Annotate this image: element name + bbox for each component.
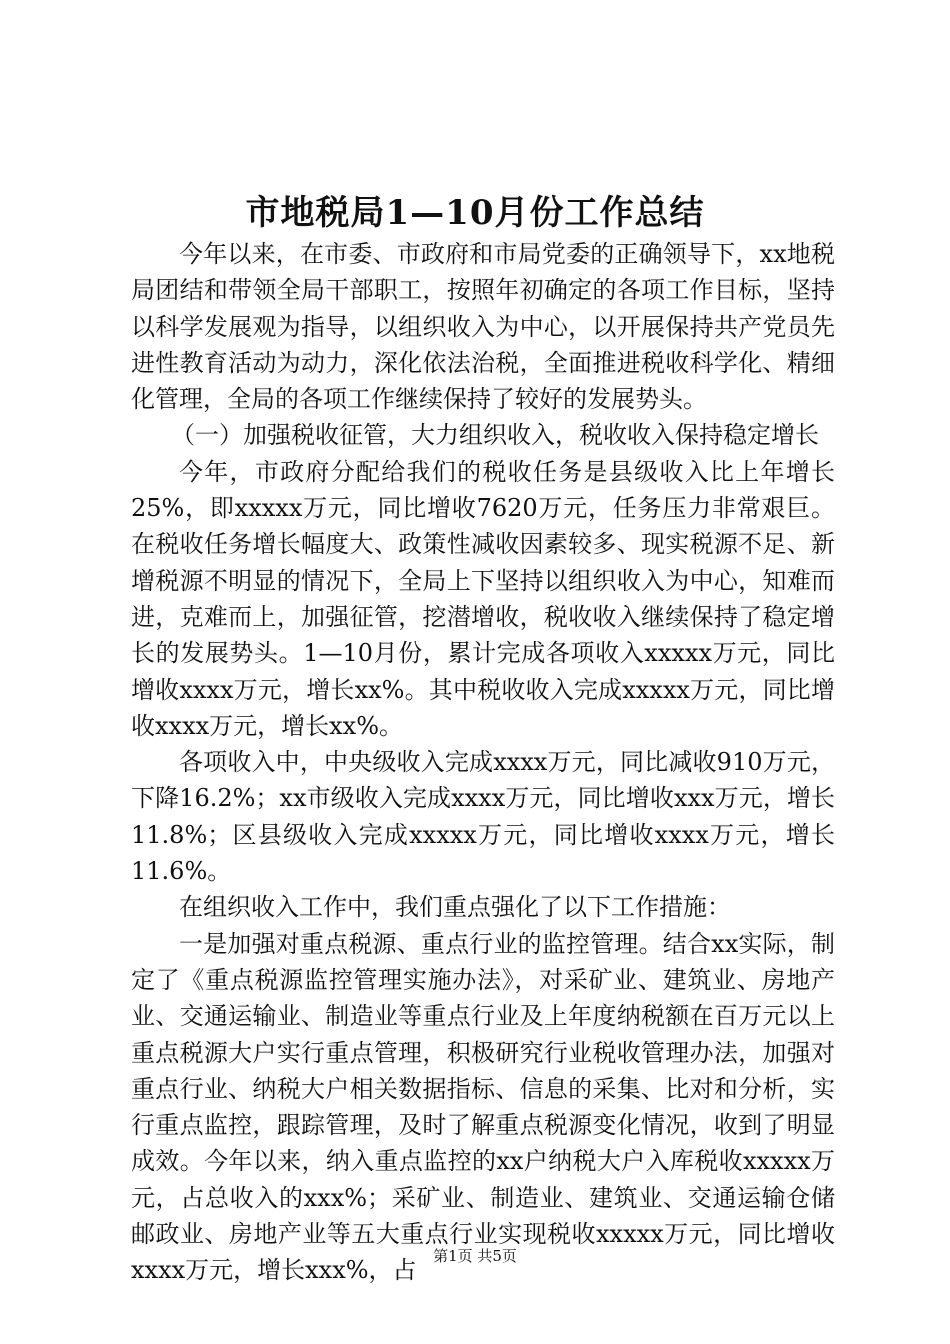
paragraph-revenue-breakdown: 各项收入中，中央级收入完成xxxx万元，同比减收910万元，下降16.2%；xx市级收入完成xxxx万元，同比增收xxx万元，增长11.8%；区县级收入完成xxxxx万元，同比增收xxxx万元，增长11.6%。 xyxy=(131,748,835,886)
paragraph-measure-1: 一是加强对重点税源、重点行业的监控管理。结合xx实际，制定了《重点税源监控管理实施办法》，对采矿业、建筑业、房地产业、交通运输业、制造业等重点行业及上年度纳税额在百万元以上重点税源大户实行重点管理，积极研究行业税收管理办法，加强对重点行业、纳税大户相关数据指标、信息的采集、比对和分析，实行重点监控，跟踪管理，及时了解重点税源变化情况，收到了明显成效。今年以来，纳入重点监控的xx户纳税大户入库税收xxxxx万元，占总收入的xxx%；采矿业、制造业、建筑业、交通运输仓储邮政业、房地产业等五大重点行业实现税收xxxxx万元，同比增收xxxx万元，增长xxx%，占 xyxy=(131,929,835,1285)
paragraph-measures-intro: 在组织收入工作中，我们重点强化了以下工作措施： xyxy=(179,893,731,922)
page-footer: 第1页 共5页 xyxy=(433,1247,517,1265)
section-heading-1: （一）加强税收征管，大力组织收入，税收收入保持稳定增长 xyxy=(171,421,819,450)
document-body xyxy=(131,236,835,1289)
paragraph-tax-task: 今年，市政府分配给我们的税收任务是县级收入比上年增长25%，即xxxxx万元，同比增收7620万元，任务压力非常艰巨。在税收任务增长幅度大、政策性减收因素较多、现实税源不足、新增税源不明显的情况下，全局上下坚持以组织收入为中心，知难而进，克难而上，加强征管，挖潜增收，税收收入继续保持了稳定增长的发展势头。1—10月份，累计完成各项收入xxxxx万元，同比增收xxxx万元，增长xx%。其中税收收入完成xxxxx万元，同比增收xxxx万元，增长xx%。 xyxy=(131,457,835,740)
paragraph-intro: 今年以来，在市委、市政府和市局党委的正确领导下，xx地税局团结和带领全局干部职工，按照年初确定的各项工作目标，坚持以科学发展观为指导，以组织收入为中心，以开展保持共产党员先进性教育活动为动力，深化依法治税，全面推进税收科学化、精细化管理，全局的各项工作继续保持了较好的发展势头。 xyxy=(131,240,835,414)
document-title: 市地税局1—10月份工作总结 xyxy=(245,193,705,233)
